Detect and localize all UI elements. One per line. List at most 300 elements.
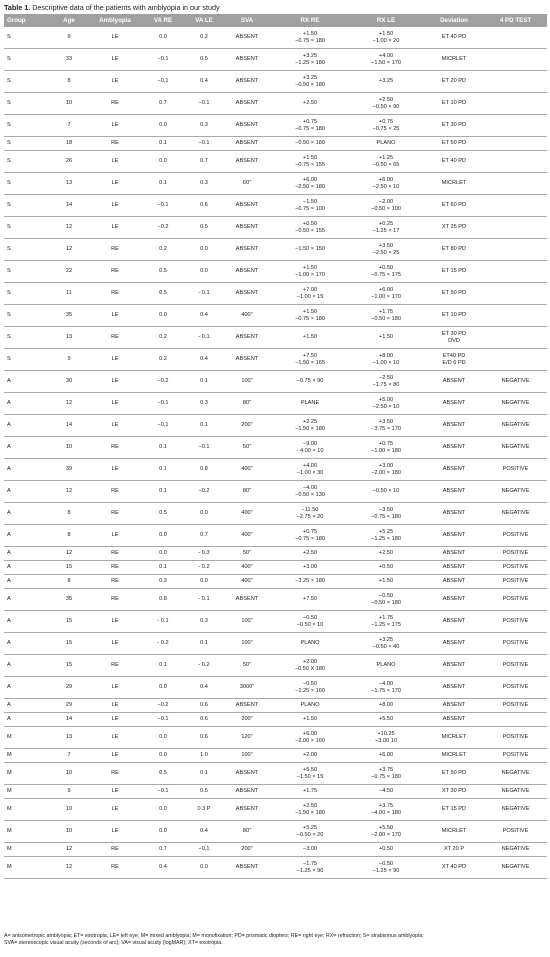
cell-line: −1.75 × 80: [372, 381, 400, 388]
cell-rx-re: [272, 547, 348, 561]
cell-rx-re: [272, 217, 348, 239]
cell-age: 39: [48, 459, 90, 481]
cell-line: +1.50: [302, 154, 318, 161]
cell-line: −1.00 × 20: [372, 37, 400, 44]
cell-rx-le: [348, 195, 424, 217]
cell-sva: ABSENT: [222, 349, 272, 371]
cell-line: +0.75: [378, 118, 394, 125]
cell-line: +3.00: [378, 462, 394, 469]
cell-group: A: [4, 481, 48, 503]
cell-group: M: [4, 821, 48, 843]
cell-rx-le: [348, 763, 424, 785]
cell-amblyopia: LE: [90, 195, 140, 217]
cell-4pd-test: [484, 349, 547, 371]
cell-line: +2.00: [302, 658, 318, 665]
cell-line: −0.50 × 130: [295, 491, 325, 498]
cell-line: +5.25: [302, 824, 318, 831]
cell-rx-le: [348, 821, 424, 843]
cell-va-le: 0.5: [186, 217, 222, 239]
cell-line: −0.50: [378, 592, 394, 599]
cell-4pd-test: POSITIVE: [484, 589, 547, 611]
cell-va-le: 0.6: [186, 195, 222, 217]
cell-age: 18: [48, 137, 90, 151]
cell-rx-re: [272, 137, 348, 151]
cell-deviation: ET 20 PD: [424, 71, 484, 93]
cell-age: 11: [48, 283, 90, 305]
cell-group: M: [4, 727, 48, 749]
cell-va-le: −0.1: [186, 437, 222, 459]
cell-group: S: [4, 283, 48, 305]
cell-deviation: [424, 349, 484, 371]
cell-va-le: 0.2: [186, 27, 222, 49]
cell-line: −0.75 × 180: [295, 315, 325, 322]
cell-deviation: ET 80 PD: [424, 239, 484, 261]
cell-line: - 3.75 × 170: [370, 425, 401, 432]
cell-va-re: 0.0: [140, 547, 186, 561]
cell-va-le: 0.4: [186, 71, 222, 93]
cell-va-re: 0.2: [140, 327, 186, 349]
cell-line: +6.00: [378, 286, 394, 293]
cell-age: 8: [48, 71, 90, 93]
cell-va-re: 0.5: [140, 503, 186, 525]
cell-amblyopia: RE: [90, 561, 140, 575]
cell-va-re: 0.2: [140, 349, 186, 371]
table-row: [4, 115, 547, 137]
cell-sva: 120": [222, 727, 272, 749]
cell-sva: ABSENT: [222, 195, 272, 217]
cell-4pd-test: NEGATIVE: [484, 857, 547, 879]
cell-amblyopia: LE: [90, 633, 140, 655]
cell-va-le: 0.5: [186, 785, 222, 799]
cell-rx-re: [272, 115, 348, 137]
cell-4pd-test: [484, 261, 547, 283]
cell-deviation: ET 15 PD: [424, 261, 484, 283]
cell-rx-le: [348, 503, 424, 525]
table-row: [4, 611, 547, 633]
cell-va-re: 0.1: [140, 655, 186, 677]
cell-amblyopia: LE: [90, 371, 140, 393]
cell-sva: ABSENT: [222, 763, 272, 785]
cell-line: −9.00: [302, 440, 318, 447]
cell-amblyopia: LE: [90, 173, 140, 195]
cell-line: −4.00: [302, 484, 318, 491]
cell-deviation: XT 40 PD: [424, 857, 484, 879]
cell-age: 15: [48, 633, 90, 655]
cell-4pd-test: POSITIVE: [484, 749, 547, 763]
table-row: [4, 393, 547, 415]
cell-amblyopia: LE: [90, 727, 140, 749]
cell-line: −2.50 × 25: [372, 249, 400, 256]
cell-group: A: [4, 677, 48, 699]
cell-line: −1.50 × 150: [295, 246, 325, 252]
cell-line: −4.00: [378, 680, 394, 687]
cell-line: +4.00: [378, 52, 394, 59]
cell-line: −0.50 × 10: [372, 488, 400, 494]
cell-amblyopia: RE: [90, 547, 140, 561]
table-row: [4, 49, 547, 71]
table-row: [4, 239, 547, 261]
cell-va-le: 0.6: [186, 727, 222, 749]
cell-line: +3.25: [302, 74, 318, 81]
cell-sva: 400": [222, 305, 272, 327]
table-row: [4, 785, 547, 799]
cell-line: −1.50 × 15: [296, 773, 324, 780]
cell-deviation: ET 15 PD: [424, 799, 484, 821]
cell-rx-le: [348, 349, 424, 371]
cell-va-re: −0.1: [140, 415, 186, 437]
cell-rx-re: [272, 611, 348, 633]
cell-group: S: [4, 305, 48, 327]
cell-line: +7.00: [302, 286, 318, 293]
cell-line: +8.00: [378, 702, 394, 708]
cell-group: S: [4, 151, 48, 173]
cell-rx-re: [272, 195, 348, 217]
cell-4pd-test: NEGATIVE: [484, 415, 547, 437]
cell-amblyopia: LE: [90, 217, 140, 239]
cell-4pd-test: NEGATIVE: [484, 481, 547, 503]
cell-amblyopia: LE: [90, 115, 140, 137]
cell-sva: 200": [222, 843, 272, 857]
cell-group: S: [4, 115, 48, 137]
cell-rx-re: [272, 239, 348, 261]
cell-deviation: ABSENT: [424, 459, 484, 481]
data-table: [4, 14, 547, 879]
cell-line: −2.00 × 180: [371, 469, 401, 476]
cell-age: 30: [48, 371, 90, 393]
cell-line: PLANO: [300, 640, 320, 646]
cell-line: −0.50 × 180: [295, 81, 325, 88]
cell-rx-re: [272, 655, 348, 677]
cell-line: −0.75 × 180: [371, 773, 401, 780]
cell-va-re: −0.2: [140, 217, 186, 239]
cell-line: −1.25 × 17: [372, 227, 400, 234]
cell-sva: 400": [222, 561, 272, 575]
column-header-deviation: Deviation: [424, 14, 484, 27]
cell-line: +6.00: [302, 176, 318, 183]
cell-sva: 60": [222, 173, 272, 195]
cell-age: 12: [48, 857, 90, 879]
cell-amblyopia: RE: [90, 843, 140, 857]
cell-rx-le: [348, 655, 424, 677]
table-caption-label: Table 1.: [4, 3, 31, 12]
cell-line: −1.25 × 180: [295, 59, 325, 66]
cell-4pd-test: [484, 305, 547, 327]
cell-sva: ABSENT: [222, 261, 272, 283]
cell-group: A: [4, 589, 48, 611]
cell-age: 10: [48, 799, 90, 821]
cell-sva: 50": [222, 547, 272, 561]
cell-amblyopia: LE: [90, 393, 140, 415]
cell-va-le: 0.4: [186, 305, 222, 327]
cell-va-re: 0.8: [140, 589, 186, 611]
cell-line: −0.75 × 155: [295, 161, 325, 168]
cell-line: −1.25 × 175: [371, 621, 401, 628]
cell-line: +1.50: [378, 578, 394, 584]
cell-rx-le: [348, 699, 424, 713]
cell-line: −0.50 X 180: [294, 665, 326, 672]
cell-va-re: −0.1: [140, 49, 186, 71]
cell-line: −0.50 × 20: [296, 831, 324, 838]
cell-va-re: - 0.2: [140, 633, 186, 655]
table-row: [4, 575, 547, 589]
table-row: [4, 283, 547, 305]
cell-group: A: [4, 699, 48, 713]
cell-va-re: 0.5: [140, 763, 186, 785]
cell-line: +6.00: [378, 752, 394, 758]
cell-line: −3.50: [378, 506, 394, 513]
cell-line: DVD: [448, 337, 460, 344]
cell-line: +1.50: [302, 334, 318, 340]
cell-line: +2.50: [302, 802, 318, 809]
cell-amblyopia: LE: [90, 677, 140, 699]
cell-rx-le: [348, 785, 424, 799]
cell-group: S: [4, 327, 48, 349]
table-row: [4, 655, 547, 677]
cell-line: −1.25 × 160: [295, 687, 325, 694]
cell-age: 29: [48, 699, 90, 713]
cell-va-le: 0.4: [186, 349, 222, 371]
cell-group: A: [4, 713, 48, 727]
cell-group: A: [4, 459, 48, 481]
cell-4pd-test: POSITIVE: [484, 821, 547, 843]
cell-4pd-test: [484, 283, 547, 305]
table-row: [4, 799, 547, 821]
cell-line: +0.75: [378, 440, 394, 447]
table-row: [4, 151, 547, 173]
cell-line: +3.25: [378, 78, 394, 84]
cell-rx-re: [272, 93, 348, 115]
footnote-line-2: SVA= stereoscopic visual acuity (seconds of arc); VA= visual acuity (logMAR); XT= exotropia.: [4, 940, 223, 946]
cell-line: +2.50: [378, 550, 394, 556]
cell-group: S: [4, 49, 48, 71]
cell-age: 15: [48, 655, 90, 677]
cell-amblyopia: LE: [90, 713, 140, 727]
cell-line: +1.50: [378, 334, 394, 340]
cell-line: +0.50: [378, 264, 394, 271]
cell-va-re: 0.0: [140, 727, 186, 749]
cell-rx-le: [348, 71, 424, 93]
cell-line: E/D 6 PD: [442, 359, 466, 366]
cell-deviation: [424, 327, 484, 349]
cell-line: −2.00 × 170: [371, 831, 401, 838]
cell-4pd-test: NEGATIVE: [484, 503, 547, 525]
cell-line: −0.75 × 90: [296, 378, 324, 384]
cell-line: −3.25 × 180: [295, 578, 325, 584]
table-footnote: [4, 933, 547, 947]
cell-deviation: ET 30 PD: [424, 115, 484, 137]
cell-sva: 200": [222, 415, 272, 437]
cell-rx-le: [348, 727, 424, 749]
cell-va-re: 0.4: [140, 857, 186, 879]
cell-rx-le: [348, 239, 424, 261]
cell-amblyopia: RE: [90, 137, 140, 151]
cell-age: 9: [48, 27, 90, 49]
cell-rx-le: [348, 93, 424, 115]
cell-line: −1.25 × 90: [296, 867, 324, 874]
cell-va-le: 0.0: [186, 261, 222, 283]
cell-age: 35: [48, 305, 90, 327]
cell-sva: 100": [222, 633, 272, 655]
cell-group: A: [4, 415, 48, 437]
cell-rx-re: [272, 575, 348, 589]
cell-rx-re: [272, 843, 348, 857]
table-row: [4, 525, 547, 547]
cell-rx-le: [348, 305, 424, 327]
cell-line: −1.75: [302, 860, 318, 867]
cell-line: −0.75 × 175: [371, 271, 401, 278]
cell-line: −0.50 × 180: [371, 315, 401, 322]
cell-rx-le: [348, 749, 424, 763]
cell-va-re: −0.1: [140, 785, 186, 799]
cell-line: −1.00 × 30: [296, 469, 324, 476]
cell-rx-re: [272, 677, 348, 699]
cell-line: −1.00 × 10: [372, 359, 400, 366]
column-header-sva: SVA: [222, 14, 272, 27]
cell-rx-le: [348, 525, 424, 547]
cell-group: S: [4, 71, 48, 93]
cell-line: +5.50: [378, 716, 394, 722]
cell-rx-le: [348, 437, 424, 459]
cell-va-le: - 0.3: [186, 547, 222, 561]
cell-age: 9: [48, 349, 90, 371]
cell-group: A: [4, 503, 48, 525]
table-header-row: [4, 14, 547, 27]
cell-4pd-test: [484, 71, 547, 93]
cell-group: A: [4, 561, 48, 575]
cell-va-re: 0.1: [140, 437, 186, 459]
cell-4pd-test: [484, 49, 547, 71]
cell-4pd-test: NEGATIVE: [484, 799, 547, 821]
column-header-age: Age: [48, 14, 90, 27]
cell-line: +2.50: [302, 550, 318, 556]
cell-va-re: 0.0: [140, 525, 186, 547]
table-row: [4, 713, 547, 727]
cell-line: +0.50: [378, 846, 394, 852]
cell-sva: ABSENT: [222, 217, 272, 239]
cell-4pd-test: POSITIVE: [484, 525, 547, 547]
table-row: [4, 459, 547, 481]
cell-sva: ABSENT: [222, 151, 272, 173]
cell-va-re: 0.0: [140, 151, 186, 173]
cell-line: +0.25: [378, 220, 394, 227]
cell-4pd-test: [484, 27, 547, 49]
cell-line: +1.50: [302, 264, 318, 271]
cell-line: −0.75 × 180: [371, 513, 401, 520]
cell-rx-re: [272, 503, 348, 525]
cell-sva: 200": [222, 713, 272, 727]
cell-line: +1.50: [302, 716, 318, 722]
cell-sva: ABSENT: [222, 239, 272, 261]
cell-va-re: 0.0: [140, 115, 186, 137]
cell-age: 10: [48, 763, 90, 785]
cell-4pd-test: [484, 93, 547, 115]
cell-deviation: ABSENT: [424, 393, 484, 415]
cell-group: M: [4, 799, 48, 821]
cell-va-re: 0.0: [140, 305, 186, 327]
table-row: [4, 137, 547, 151]
cell-amblyopia: RE: [90, 239, 140, 261]
cell-line: +2.25: [302, 418, 318, 425]
cell-age: 14: [48, 415, 90, 437]
cell-rx-le: [348, 589, 424, 611]
cell-age: 7: [48, 115, 90, 137]
cell-line: PLANO: [376, 662, 396, 668]
cell-va-re: 0.5: [140, 261, 186, 283]
cell-line: −2.50 × 10: [372, 183, 400, 190]
cell-va-le: 0.1: [186, 371, 222, 393]
cell-age: 8: [48, 575, 90, 589]
cell-va-le: 0.6: [186, 713, 222, 727]
cell-deviation: MICRLET: [424, 749, 484, 763]
cell-age: 12: [48, 481, 90, 503]
cell-rx-re: [272, 305, 348, 327]
table-body: [4, 27, 547, 879]
cell-age: 12: [48, 393, 90, 415]
cell-deviation: ABSENT: [424, 415, 484, 437]
cell-rx-le: [348, 115, 424, 137]
table-row: [4, 857, 547, 879]
table-row: [4, 699, 547, 713]
cell-sva: ABSENT: [222, 857, 272, 879]
cell-age: 8: [48, 525, 90, 547]
cell-va-le: 0.4: [186, 821, 222, 843]
cell-va-le: 0.7: [186, 525, 222, 547]
cell-va-re: 0.7: [140, 843, 186, 857]
cell-va-re: −0.1: [140, 71, 186, 93]
cell-deviation: ABSENT: [424, 589, 484, 611]
cell-group: A: [4, 371, 48, 393]
table-row: [4, 173, 547, 195]
cell-line: −0.50 × 40: [372, 643, 400, 650]
cell-amblyopia: LE: [90, 799, 140, 821]
cell-amblyopia: RE: [90, 575, 140, 589]
cell-rx-re: [272, 633, 348, 655]
cell-line: −0.75 × 180: [295, 125, 325, 132]
cell-sva: ABSENT: [222, 27, 272, 49]
cell-deviation: ABSENT: [424, 437, 484, 459]
cell-rx-le: [348, 677, 424, 699]
cell-deviation: XT 25 PD: [424, 217, 484, 239]
cell-line: −0.75 × 180: [295, 535, 325, 542]
cell-line: +1.50: [302, 30, 318, 37]
table-row: [4, 371, 547, 393]
cell-va-re: −0.2: [140, 699, 186, 713]
cell-rx-le: [348, 327, 424, 349]
cell-amblyopia: RE: [90, 437, 140, 459]
cell-rx-le: [348, 857, 424, 879]
cell-amblyopia: LE: [90, 305, 140, 327]
cell-4pd-test: POSITIVE: [484, 727, 547, 749]
cell-4pd-test: POSITIVE: [484, 561, 547, 575]
cell-sva: 400": [222, 503, 272, 525]
cell-group: S: [4, 27, 48, 49]
cell-line: −0.75 × 25: [372, 125, 400, 132]
cell-4pd-test: POSITIVE: [484, 699, 547, 713]
cell-rx-le: [348, 481, 424, 503]
cell-deviation: ABSENT: [424, 503, 484, 525]
cell-amblyopia: RE: [90, 481, 140, 503]
cell-rx-re: [272, 371, 348, 393]
cell-va-le: 0.3 P: [186, 799, 222, 821]
cell-rx-re: [272, 699, 348, 713]
cell-va-le: −0.1: [186, 137, 222, 151]
cell-line: +1.75: [378, 308, 394, 315]
cell-va-le: 0.3: [186, 173, 222, 195]
cell-rx-le: [348, 415, 424, 437]
cell-va-le: 0.3: [186, 115, 222, 137]
cell-rx-le: [348, 799, 424, 821]
cell-4pd-test: NEGATIVE: [484, 763, 547, 785]
